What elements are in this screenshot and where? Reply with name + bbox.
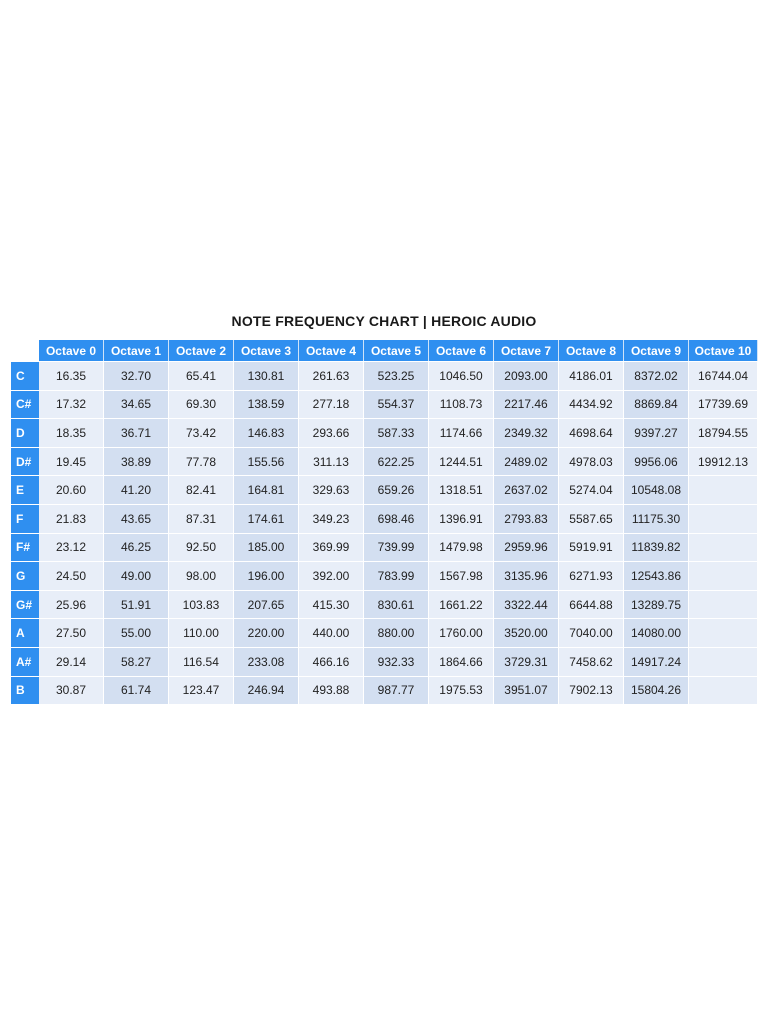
table-cell: 466.16 [299,647,364,676]
frequency-table [11,340,758,704]
column-header: Octave 0 [39,340,104,361]
table-cell: 987.77 [364,676,429,705]
column-header: Octave 8 [559,340,624,361]
table-cell: 123.47 [169,676,234,705]
row-header-note: F [11,504,39,533]
column-header: Octave 9 [624,340,689,361]
table-cell: 1975.53 [429,676,494,705]
table-cell: 73.42 [169,418,234,447]
table-cell [689,676,758,705]
table-cell [689,504,758,533]
table-cell [689,590,758,619]
table-cell: 92.50 [169,533,234,562]
table-cell: 2489.02 [494,447,559,476]
row-header-note: D# [11,447,39,476]
row-header-note: G# [11,590,39,619]
table-cell: 233.08 [234,647,299,676]
table-cell: 38.89 [104,447,169,476]
table-cell: 11175.30 [624,504,689,533]
table-cell: 103.83 [169,590,234,619]
table-cell: 1479.98 [429,533,494,562]
row-header-note: F# [11,533,39,562]
table-cell: 41.20 [104,475,169,504]
table-cell: 3729.31 [494,647,559,676]
table-cell: 4698.64 [559,418,624,447]
table-cell [689,533,758,562]
table-cell: 2637.02 [494,475,559,504]
column-header: Octave 2 [169,340,234,361]
table-cell: 1244.51 [429,447,494,476]
column-header: Octave 3 [234,340,299,361]
table-cell: 36.71 [104,418,169,447]
table-cell [689,475,758,504]
table-cell: 830.61 [364,590,429,619]
row-header-note: G [11,561,39,590]
row-header-note: B [11,676,39,705]
table-cell: 880.00 [364,618,429,647]
table-cell: 587.33 [364,418,429,447]
table-cell: 1108.73 [429,390,494,419]
table-cell: 20.60 [39,475,104,504]
table-cell: 49.00 [104,561,169,590]
table-cell: 16.35 [39,361,104,390]
table-cell: 1318.51 [429,475,494,504]
table-cell: 932.33 [364,647,429,676]
table-cell [689,618,758,647]
table-cell: 5274.04 [559,475,624,504]
table-cell: 24.50 [39,561,104,590]
table-cell: 25.96 [39,590,104,619]
table-cell: 2093.00 [494,361,559,390]
table-cell: 116.54 [169,647,234,676]
table-cell: 77.78 [169,447,234,476]
table-cell: 164.81 [234,475,299,504]
table-cell: 146.83 [234,418,299,447]
table-cell: 659.26 [364,475,429,504]
table-cell: 246.94 [234,676,299,705]
column-header: Octave 10 [689,340,758,361]
table-cell: 17.32 [39,390,104,419]
table-cell: 2217.46 [494,390,559,419]
table-cell: 523.25 [364,361,429,390]
table-cell: 185.00 [234,533,299,562]
table-cell: 23.12 [39,533,104,562]
table-cell: 12543.86 [624,561,689,590]
table-cell: 27.50 [39,618,104,647]
table-cell: 29.14 [39,647,104,676]
table-cell: 7458.62 [559,647,624,676]
table-cell: 43.65 [104,504,169,533]
table-cell: 98.00 [169,561,234,590]
column-header: Octave 7 [494,340,559,361]
table-cell: 783.99 [364,561,429,590]
table-cell: 622.25 [364,447,429,476]
table-corner [11,340,39,361]
row-header-note: A [11,618,39,647]
table-cell: 2793.83 [494,504,559,533]
table-cell: 4434.92 [559,390,624,419]
table-cell: 51.91 [104,590,169,619]
table-cell: 369.99 [299,533,364,562]
table-cell: 349.23 [299,504,364,533]
row-header-note: C# [11,390,39,419]
column-header: Octave 4 [299,340,364,361]
table-cell: 698.46 [364,504,429,533]
table-cell [689,647,758,676]
table-cell: 1046.50 [429,361,494,390]
table-cell: 7040.00 [559,618,624,647]
table-cell: 19.45 [39,447,104,476]
chart-title: NOTE FREQUENCY CHART | HEROIC AUDIO [231,313,537,329]
table-cell: 18794.55 [689,418,758,447]
row-header-note: A# [11,647,39,676]
table-cell [689,561,758,590]
table-cell: 6271.93 [559,561,624,590]
table-cell: 1864.66 [429,647,494,676]
table-cell: 58.27 [104,647,169,676]
table-cell: 30.87 [39,676,104,705]
column-header: Octave 5 [364,340,429,361]
table-cell: 4186.01 [559,361,624,390]
table-cell: 138.59 [234,390,299,419]
table-cell: 7902.13 [559,676,624,705]
table-cell: 4978.03 [559,447,624,476]
table-cell: 3135.96 [494,561,559,590]
table-cell: 3322.44 [494,590,559,619]
table-cell: 17739.69 [689,390,758,419]
table-cell: 21.83 [39,504,104,533]
table-cell: 155.56 [234,447,299,476]
table-cell: 8372.02 [624,361,689,390]
table-cell: 15804.26 [624,676,689,705]
table-cell: 415.30 [299,590,364,619]
table-cell: 9397.27 [624,418,689,447]
table-cell: 1174.66 [429,418,494,447]
table-cell: 6644.88 [559,590,624,619]
table-cell: 5919.91 [559,533,624,562]
table-cell: 3520.00 [494,618,559,647]
table-cell: 18.35 [39,418,104,447]
table-cell: 174.61 [234,504,299,533]
table-cell: 10548.08 [624,475,689,504]
table-cell: 55.00 [104,618,169,647]
table-cell: 69.30 [169,390,234,419]
table-cell: 19912.13 [689,447,758,476]
table-cell: 261.63 [299,361,364,390]
table-cell: 16744.04 [689,361,758,390]
table-cell: 46.25 [104,533,169,562]
table-cell: 1396.91 [429,504,494,533]
table-cell: 32.70 [104,361,169,390]
row-header-note: C [11,361,39,390]
table-cell: 13289.75 [624,590,689,619]
table-cell: 65.41 [169,361,234,390]
table-cell: 1760.00 [429,618,494,647]
table-cell: 82.41 [169,475,234,504]
table-cell: 440.00 [299,618,364,647]
table-cell: 1567.98 [429,561,494,590]
table-cell: 14080.00 [624,618,689,647]
table-cell: 2349.32 [494,418,559,447]
table-cell: 311.13 [299,447,364,476]
table-cell: 220.00 [234,618,299,647]
table-cell: 5587.65 [559,504,624,533]
table-cell: 130.81 [234,361,299,390]
table-cell: 392.00 [299,561,364,590]
table-cell: 493.88 [299,676,364,705]
table-cell: 1661.22 [429,590,494,619]
table-cell: 87.31 [169,504,234,533]
column-header: Octave 1 [104,340,169,361]
table-cell: 34.65 [104,390,169,419]
table-cell: 14917.24 [624,647,689,676]
table-cell: 739.99 [364,533,429,562]
table-cell: 277.18 [299,390,364,419]
table-cell: 2959.96 [494,533,559,562]
table-cell: 329.63 [299,475,364,504]
row-header-note: D [11,418,39,447]
row-header-note: E [11,475,39,504]
table-cell: 61.74 [104,676,169,705]
table-cell: 196.00 [234,561,299,590]
table-cell: 9956.06 [624,447,689,476]
table-cell: 110.00 [169,618,234,647]
table-cell: 11839.82 [624,533,689,562]
table-cell: 293.66 [299,418,364,447]
table-cell: 8869.84 [624,390,689,419]
table-cell: 554.37 [364,390,429,419]
table-cell: 3951.07 [494,676,559,705]
column-header: Octave 6 [429,340,494,361]
table-cell: 207.65 [234,590,299,619]
